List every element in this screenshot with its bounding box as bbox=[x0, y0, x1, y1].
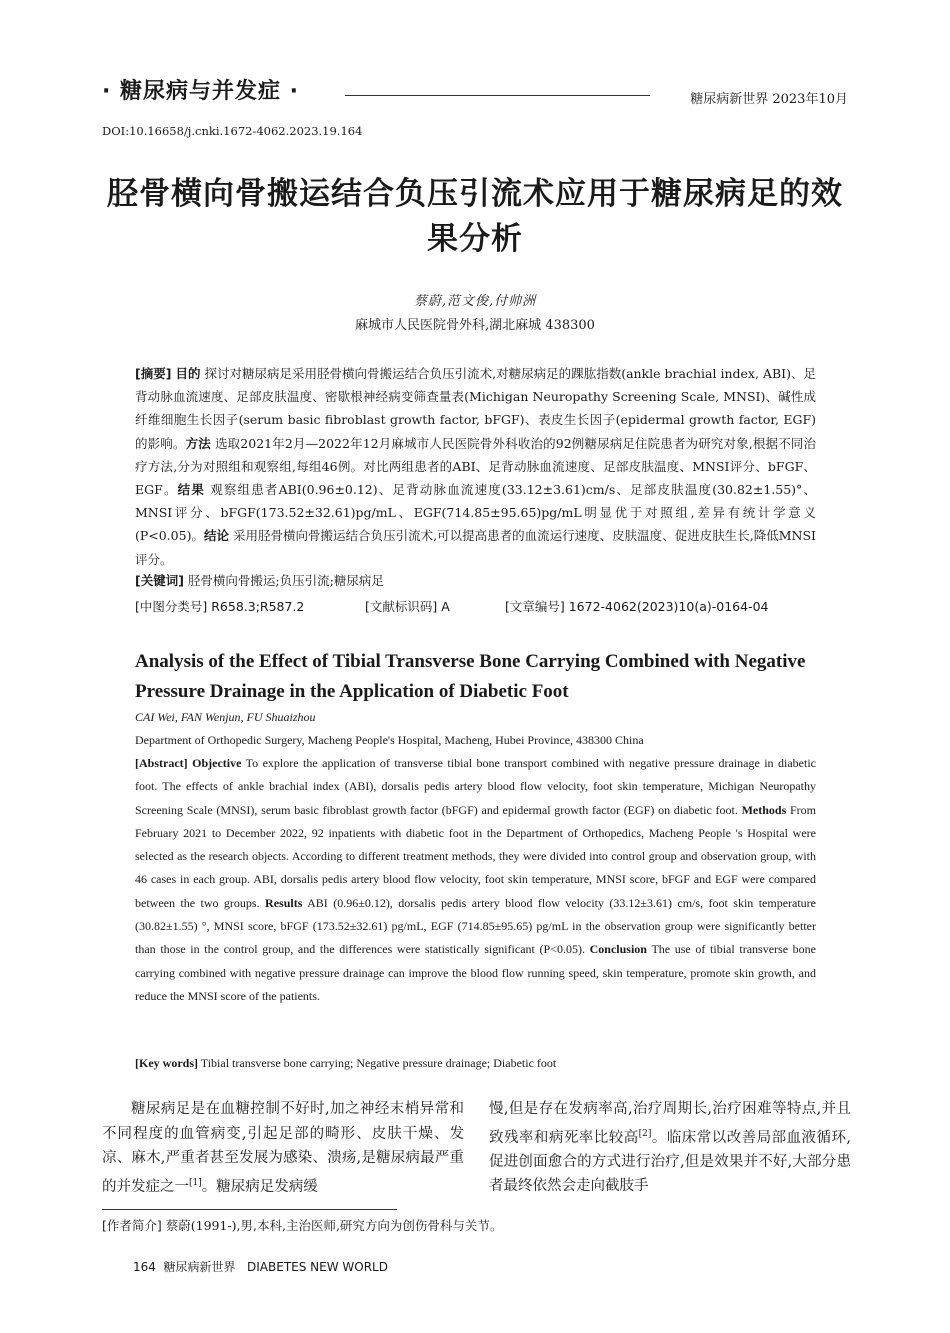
keywords-cn-text: 胫骨横向骨搬运;负压引流;糖尿病足 bbox=[187, 573, 384, 588]
results-cn: 观察组患者ABI(0.96±0.12)、足背动脉血流速度(33.12±3.61)cm/s、足部皮肤温度(30.82±1.55)°、MNSI评分、bFGF(173.52±32.61)pg/mL、EGF(714.85±95.65)pg/mL明显优于对照组,差异有统计学意义(P<0.05)。 bbox=[135, 482, 816, 544]
keywords-cn bbox=[135, 571, 816, 589]
body-column-left bbox=[102, 1097, 464, 1199]
page-number: 164 bbox=[133, 1260, 156, 1274]
methods-en-label: Methods bbox=[741, 802, 787, 817]
doi: DOI:10.16658/j.cnki.1672-4062.2023.19.164 bbox=[102, 124, 363, 138]
authors-en: CAI Wei, FAN Wenjun, FU Shuaizhou bbox=[135, 710, 316, 724]
header-rule bbox=[345, 95, 650, 96]
conclusion-cn: 采用胫骨横向骨搬运结合负压引流术,可以提高患者的血流运行速度、皮肤温度、促进皮肤生长,降低MNSI评分。 bbox=[135, 528, 816, 567]
keywords-en-text: Tibial transverse bone carrying; Negative pressure drainage; Diabetic foot bbox=[200, 1056, 557, 1070]
footnote-label: [作者简介] bbox=[102, 1218, 162, 1233]
citation-ref-2[interactable]: [2] bbox=[638, 1128, 652, 1139]
clc-number: [中图分类号] R658.3;R587.2 bbox=[135, 599, 305, 614]
section-heading: · 糖尿病与并发症 · bbox=[102, 79, 300, 104]
results-en-label: Results bbox=[265, 895, 303, 910]
conclusion-en-label: Conclusion bbox=[589, 942, 647, 957]
conclusion-cn-label: 结论 bbox=[203, 528, 229, 544]
affiliation-en: Department of Orthopedic Surgery, Macheng People's Hospital, Macheng, Hubei Province, 438300 China bbox=[135, 733, 644, 747]
page-folio bbox=[133, 1258, 388, 1275]
results-cn-label: 结果 bbox=[177, 482, 206, 498]
article-title-en: Analysis of the Effect of Tibial Transverse Bone Carrying Combined with Negative Pressure Drainage in the Application of Diabetic Foot bbox=[135, 651, 806, 702]
folio-journal-cn: 糖尿病新世界 bbox=[163, 1260, 236, 1274]
author-footnote bbox=[102, 1216, 502, 1234]
keywords-en bbox=[135, 1056, 556, 1071]
journal-issue: 糖尿病新世界 2023年10月 bbox=[690, 92, 848, 107]
body-right-text-cont: 。临床常以改善局部血液循环,促进创面愈合的方式进行治疗,但是效果并不好,大部分患者最终依然会走向截肢手 bbox=[489, 1129, 852, 1195]
authors-cn: 蔡蔚,范文俊,付帅洲 bbox=[413, 294, 537, 309]
abstract-en-label: [Abstract] bbox=[135, 756, 188, 770]
methods-cn: 选取2021年2月—2022年12月麻城市人民医院骨外科收治的92例糖尿病足住院患者为研究对象,根据不同治疗方法,分为对照组和观察组,每组46例。对比两组患者的ABI、足背动脉血流速度、足部皮肤温度、MNSI评分、bFGF、EGF。 bbox=[135, 435, 816, 498]
citation-ref-1[interactable]: [1] bbox=[189, 1177, 202, 1188]
document-code: [文献标识码] A bbox=[365, 599, 450, 614]
footnote-text: 蔡蔚(1991-),男,本科,主治医师,研究方向为创伤骨科与关节。 bbox=[165, 1218, 503, 1233]
conclusion-en: The use of tibial transverse bone carrying combined with negative pressure drainage can improve the blood flow running speed, skin temperature, promote skin growth, and reduce the MNSI score of the patients. bbox=[135, 942, 816, 1003]
folio-journal-en: DIABETES NEW WORLD bbox=[247, 1260, 388, 1274]
footnote-rule bbox=[102, 1209, 397, 1210]
abstract-cn bbox=[135, 362, 816, 571]
article-title-cn: 胫骨横向骨搬运结合负压引流术应用于糖尿病足的效果分析 bbox=[107, 176, 843, 257]
abstract-en bbox=[135, 752, 816, 1008]
body-column-right bbox=[489, 1097, 851, 1199]
article-number: [文章编号] 1672-4062(2023)10(a)-0164-04 bbox=[505, 599, 769, 614]
methods-en: From February 2021 to December 2022, 92 inpatients with diabetic foot in the Department of Orthopedics, Macheng People 's Hospital were selected as the research objects. According to different treatment methods, they were divided into control group and observation group, with 46 cases in each group. ABI, dorsalis pedis artery blood flow velocity, foot skin temperature, MNSI score, bFGF and EGF were compared between the two groups. bbox=[135, 802, 817, 910]
objective-en: To explore the application of transverse tibial bone transport combined with negative pressure drainage in diabetic foot. The effects of ankle brachial index (ABI), dorsalis pedis artery blood flow velocity, foot skin temperature, Michigan Neuropathy Screening Scale (MNSI), serum basic fibroblast growth factor (bFGF) and epidermal growth factor (EGF) on diabetic foot. bbox=[135, 756, 816, 817]
objective-cn-label: 目的 bbox=[175, 366, 201, 381]
affiliation-cn: 麻城市人民医院骨外科,湖北麻城 438300 bbox=[355, 318, 595, 333]
body-left-text-cont: 。糖尿病足发病缓 bbox=[201, 1178, 318, 1195]
abstract-cn-label: [摘要] bbox=[135, 366, 172, 381]
keywords-cn-label: [关键词] bbox=[135, 573, 184, 588]
methods-cn-label: 方法 bbox=[185, 435, 211, 451]
keywords-en-label: [Key words] bbox=[135, 1056, 198, 1070]
objective-en-label: Objective bbox=[192, 756, 242, 770]
objective-cn: 探讨对糖尿病足采用胫骨横向骨搬运结合负压引流术,对糖尿病足的踝肱指数(ankle brachial index, ABI)、足背动脉血流速度、足部皮肤温度、密歇根神经病变筛查量表(Michigan Neuropathy Screening Scale, MNSI)、碱性成纤维细胞生长因子(serum basic fibroblast growth factor, bFGF)、表皮生长因子(epidermal growth factor, EGF)的影响。 bbox=[135, 366, 816, 451]
body-left-text: 糖尿病足是在血糖控制不好时,加之神经末梢异常和不同程度的血管病变,引起足部的畸形、皮肤干燥、发凉、麻木,严重者甚至发展为感染、溃疡,是糖尿病最严重的并发症之一 bbox=[102, 1101, 464, 1195]
body-right-text: 慢,但是存在发病率高,治疗周期长,治疗困难等特点,并且致残率和病死率比较高 bbox=[489, 1101, 851, 1146]
results-en: ABI (0.96±0.12), dorsalis pedis artery blood flow velocity (33.12±3.61) cm/s, foot skin temperature (30.82±1.55) °, MNSI score, bFGF (173.52±32.61) pg/mL, EGF (714.85±95.65) pg/mL in the observation group were significantly better than those in the control group, and the differences were statistically significant (P<0.05). bbox=[135, 895, 817, 957]
